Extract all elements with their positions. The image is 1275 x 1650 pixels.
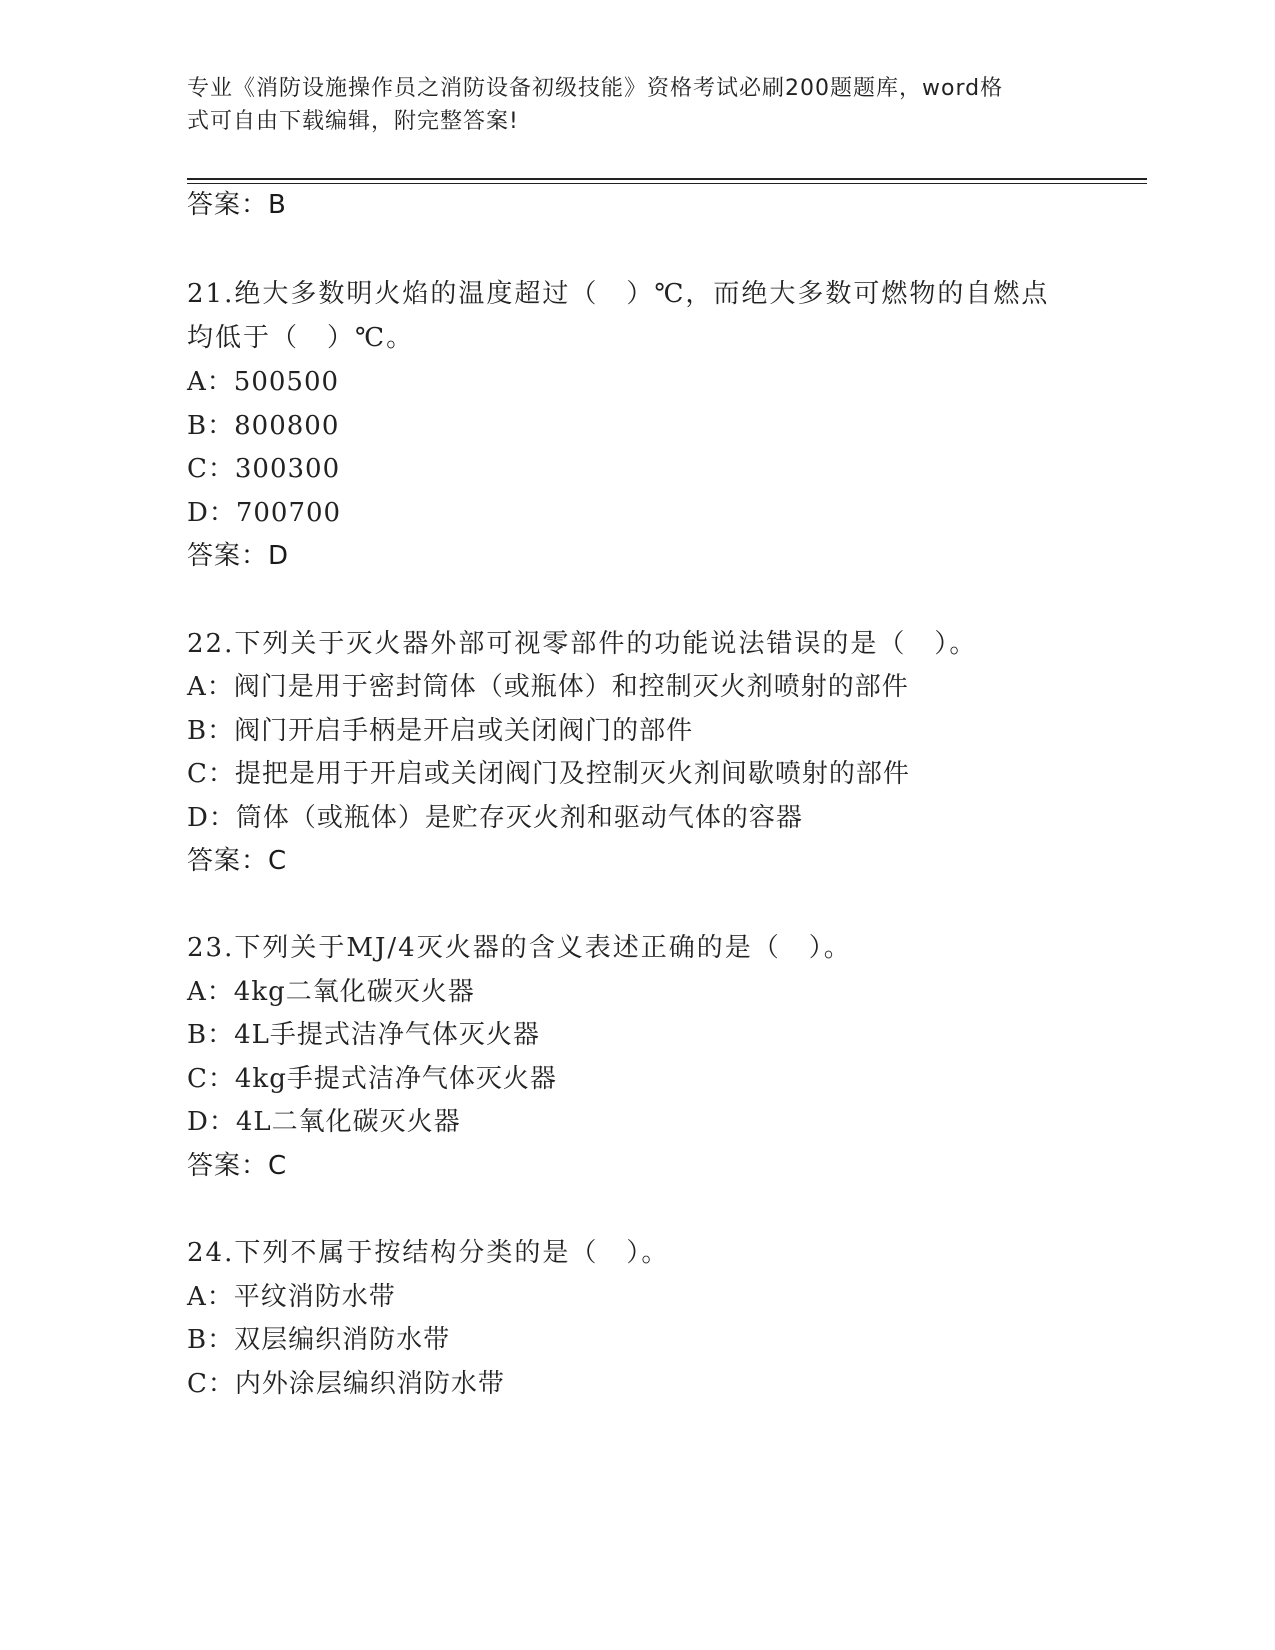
question-21-option-d: D：700700 [187, 498, 342, 528]
question-22-option-a: A：阀门是用于密封筒体（或瓶体）和控制灭火剂喷射的部件 [187, 672, 909, 702]
question-23-option-a: A：4kg二氧化碳灭火器 [187, 977, 475, 1007]
question-24-option-a: A：平纹消防水带 [187, 1282, 396, 1312]
question-21-stem-line-2: 均低于（ ）℃。 [187, 323, 415, 353]
question-21-option-b: B：800800 [187, 411, 340, 441]
question-23-option-d: D：4L二氧化碳灭火器 [187, 1107, 461, 1137]
question-22-answer: 答案：C [187, 846, 288, 876]
question-23-option-b: B：4L手提式洁净气体灭火器 [187, 1020, 540, 1050]
question-21-option-a: A：500500 [187, 367, 340, 397]
previous-answer: 答案：B [187, 190, 287, 220]
header-line-2: 式可自由下载编辑，附完整答案! [187, 109, 519, 134]
question-22-option-c: C：提把是用于开启或关闭阀门及控制灭火剂间歇喷射的部件 [187, 759, 910, 789]
question-22-option-d: D：筒体（或瓶体）是贮存灭火剂和驱动气体的容器 [187, 803, 803, 833]
question-21-option-c: C：300300 [187, 454, 341, 484]
header-rule-thin [187, 183, 1147, 184]
question-24-stem: 24.下列不属于按结构分类的是（ ）。 [187, 1238, 670, 1268]
question-24-option-b: B：双层编织消防水带 [187, 1325, 451, 1355]
header-line-1: 专业《消防设施操作员之消防设备初级技能》资格考试必刷200题题库，word格 [187, 76, 1004, 101]
question-23-stem: 23.下列关于MJ/4灭火器的含义表述正确的是（ ）。 [187, 933, 852, 963]
question-22-option-b: B：阀门开启手柄是开启或关闭阀门的部件 [187, 716, 694, 746]
question-21-stem-line-1: 21.绝大多数明火焰的温度超过（ ）℃，而绝大多数可燃物的自燃点 [187, 279, 1050, 309]
question-22-stem: 22.下列关于灭火器外部可视零部件的功能说法错误的是（ ）。 [187, 629, 978, 659]
question-24-option-c: C：内外涂层编织消防水带 [187, 1369, 505, 1399]
question-23-answer: 答案：C [187, 1151, 288, 1181]
question-23-option-c: C：4kg手提式洁净气体灭火器 [187, 1064, 557, 1094]
page-header [187, 72, 1087, 138]
header-rule-thick [187, 178, 1147, 180]
question-21-answer: 答案：D [187, 541, 290, 571]
